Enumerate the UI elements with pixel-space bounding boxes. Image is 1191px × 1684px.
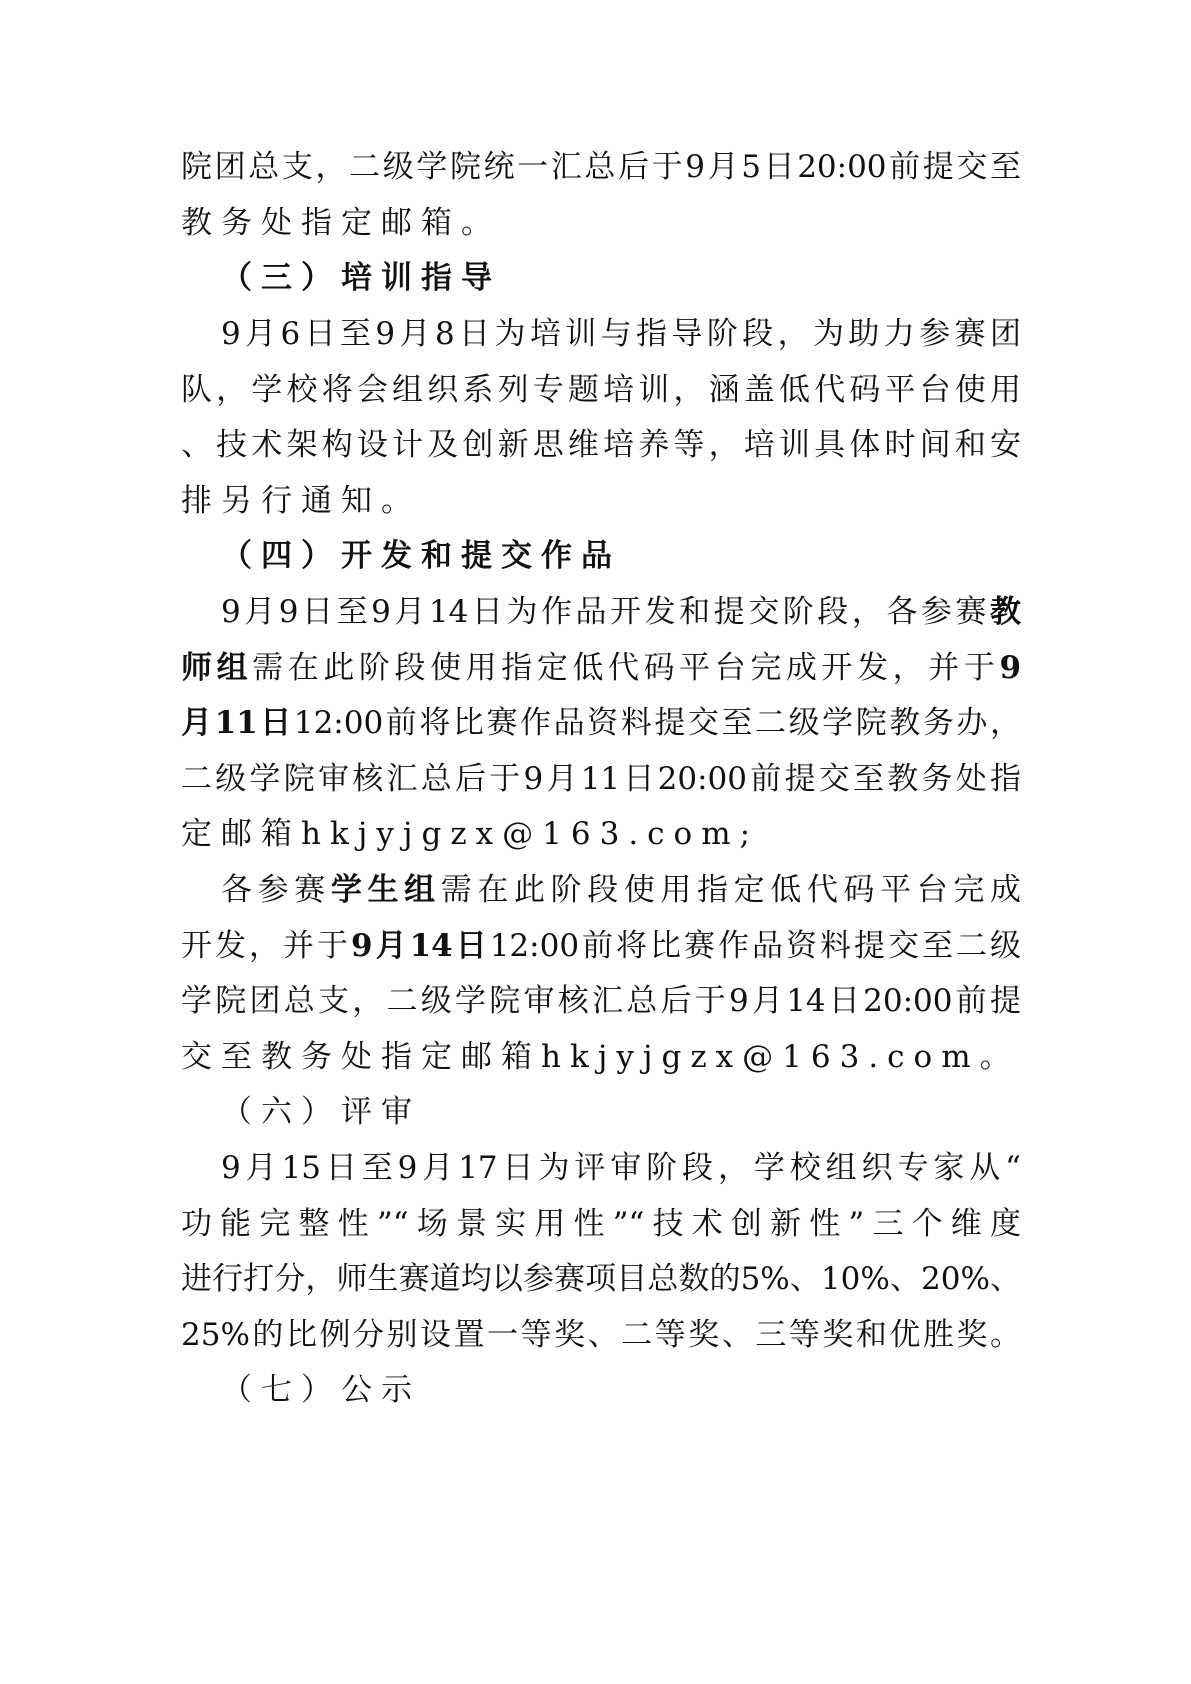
section-heading: （三）培训指导 — [221, 260, 501, 296]
body-line: 定邮箱hkjyjgzx@163.com; — [181, 816, 760, 852]
body-line — [221, 592, 1021, 632]
body-line: 队，学校将会组织系列专题培训，涵盖低代码平台使用 — [181, 372, 1021, 408]
body-line: 学院团总支，二级学院审核汇总后于9月14日20:00前提 — [181, 983, 1021, 1019]
section-heading: （六）评审 — [221, 1094, 421, 1130]
body-line: 9月15日至9月17日为评审阶段，学校组织专家从“ — [221, 1150, 1021, 1186]
emphasis-text: 9 — [999, 650, 1021, 686]
body-text: 12:00前将比赛作品资料提交至二级学院教务办， — [293, 705, 1021, 741]
body-line: 进行打分，师生赛道均以参赛项目总数的5%、10%、20%、 — [181, 1261, 1021, 1297]
body-text: 9月9日至9月14日为作品开发和提交阶段，各参赛 — [221, 594, 990, 630]
body-line: 院团总支，二级学院统一汇总后于9月5日20:00前提交至 — [181, 149, 1021, 185]
body-line: 功能完整性”“场景实用性”“技术创新性”三个维度 — [181, 1206, 1021, 1242]
section-heading: （七）公示 — [221, 1372, 421, 1408]
body-line — [181, 648, 1021, 688]
body-text: 各参赛 — [221, 872, 331, 908]
emphasis-text: 学生组 — [330, 872, 441, 908]
body-line: 二级学院审核汇总后于9月11日20:00前提交至教务处指 — [181, 761, 1021, 797]
body-text: 需在此阶段使用指定低代码平台完成开发，并于 — [252, 650, 1000, 686]
emphasis-text: 9月14日 — [351, 928, 490, 964]
body-line: 教务处指定邮箱。 — [181, 205, 501, 241]
emphasis-text: 教 — [990, 594, 1021, 630]
body-line: 25%的比例分别设置一等奖、二等奖、三等奖和优胜奖。 — [181, 1317, 1021, 1353]
body-line: 9月6日至9月8日为培训与指导阶段，为助力参赛团 — [221, 316, 1021, 352]
body-line — [181, 926, 1021, 966]
body-text: 12:00前将比赛作品资料提交至二级 — [489, 928, 1021, 964]
body-line: 、技术架构设计及创新思维培养等，培训具体时间和安 — [181, 427, 1021, 463]
emphasis-text: 月11日 — [181, 705, 294, 741]
body-text: 需在此阶段使用指定低代码平台完成 — [440, 872, 1021, 908]
emphasis-text: 师组 — [181, 650, 253, 686]
body-line: 排另行通知。 — [181, 483, 421, 519]
section-heading: （四）开发和提交作品 — [221, 538, 621, 574]
body-line: 交至教务处指定邮箱hkjyjgzx@163.com。 — [181, 1039, 1020, 1075]
body-line — [221, 870, 1021, 910]
body-line — [181, 703, 1021, 743]
body-text: 开发，并于 — [181, 928, 351, 964]
